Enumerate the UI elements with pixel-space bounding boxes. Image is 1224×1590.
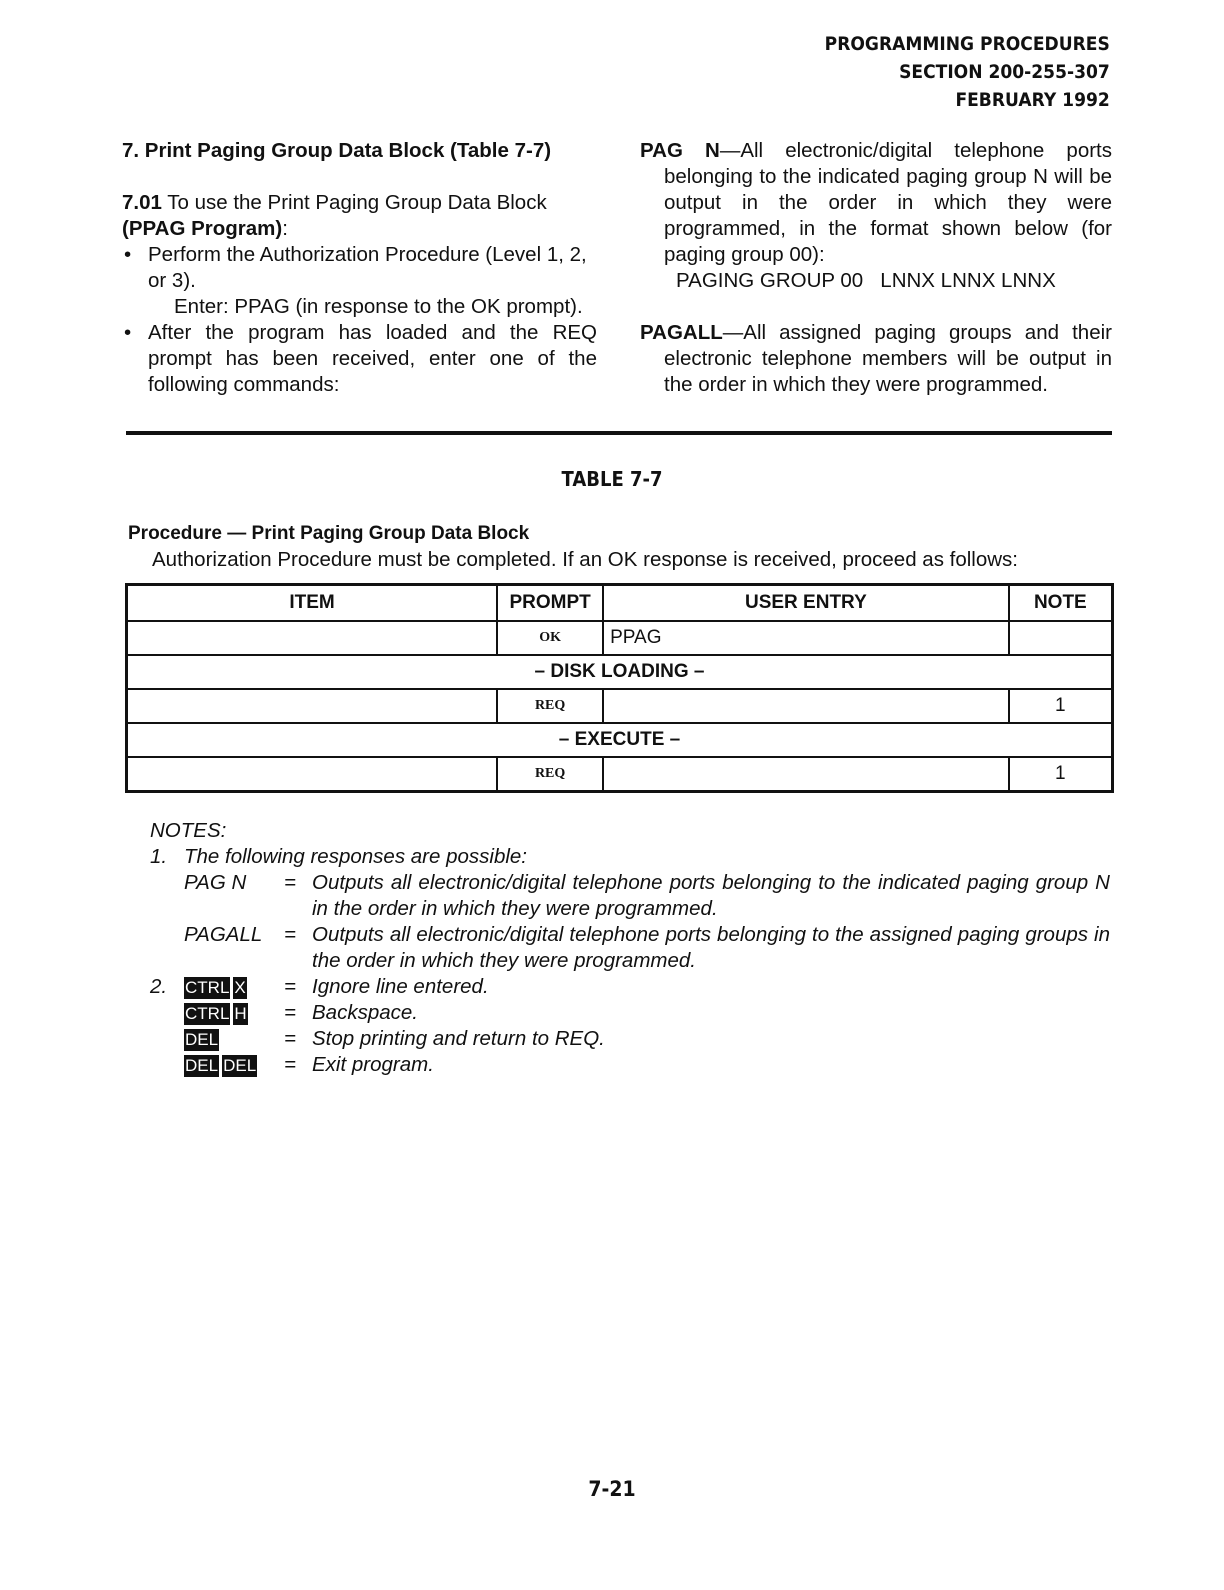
pag-n-text: —All electronic/digital telephone ports belonging to the indicated paging group N will be output in the order in which they were programmed, in the format shown below (for paging group 00): xyxy=(664,139,1113,266)
item-cell xyxy=(127,689,498,723)
x-key: X xyxy=(234,978,246,997)
table-span-row xyxy=(127,655,1113,689)
equals-sign: = xyxy=(284,871,296,894)
page-number: 7-21 xyxy=(588,1477,636,1501)
h-key: H xyxy=(234,1004,247,1023)
equals-sign: = xyxy=(284,975,296,998)
note-1b-key: PAGALL xyxy=(184,923,263,946)
pagall-text: —All assigned paging groups and their electronic telephone members will be output in the order in which they were programmed. xyxy=(664,321,1112,396)
left-column xyxy=(122,138,597,398)
header-line-3: FEBRUARY 1992 xyxy=(955,89,1110,111)
note-2c xyxy=(150,1026,1110,1052)
del-key: DEL xyxy=(223,1056,257,1075)
note-2c-text: Stop printing and return to REQ. xyxy=(312,1027,605,1050)
note-cell: 1 xyxy=(1009,757,1113,792)
ctrl-h-keys xyxy=(184,1000,284,1026)
disk-loading-label: – DISK LOADING – xyxy=(127,655,1113,689)
para-colon: : xyxy=(282,217,288,240)
item-cell xyxy=(127,621,498,655)
user-entry-cell xyxy=(603,689,1009,723)
procedure-subtitle: Authorization Procedure must be completed. If an OK response is received, proceed as follows: xyxy=(152,548,1019,571)
table-span-row xyxy=(127,723,1113,757)
note-2a-text: Ignore line entered. xyxy=(312,975,489,998)
table-notes xyxy=(150,818,1110,1078)
note-1 xyxy=(150,844,1110,870)
note-1b xyxy=(150,922,1110,974)
note-2b-text: Backspace. xyxy=(312,1001,418,1024)
header-user-entry: USER ENTRY xyxy=(603,585,1009,622)
program-name: (PPAG Program) xyxy=(122,217,283,240)
note-1-text: The following responses are possible: xyxy=(184,845,527,868)
header-prompt: PROMPT xyxy=(497,585,603,622)
paging-group-example: PAGING GROUP 00 LNNX LNNX LNNX xyxy=(676,269,1056,292)
note-2b xyxy=(150,1000,1110,1026)
prompt-cell: OK xyxy=(497,621,603,655)
pagall-description xyxy=(640,320,1112,398)
para-text: To use the Print Paging Group Data Block xyxy=(161,191,547,214)
ctrl-key: CTRL xyxy=(185,1004,230,1023)
note-1b-text: Outputs all electronic/digital telephone ports belonging to the assigned paging groups in the order in which they were programmed. xyxy=(312,923,1110,972)
note-2d xyxy=(150,1052,1110,1078)
bullet-authorization: • Perform the Authorization Procedure (Level 1, 2, or 3). xyxy=(122,242,597,294)
table-title: TABLE 7-7 xyxy=(561,467,663,491)
item-cell xyxy=(127,757,498,792)
bullet-req-prompt: • After the program has loaded and the REQ prompt has been received, enter one of the following commands: xyxy=(122,320,597,398)
header-item: ITEM xyxy=(127,585,498,622)
table-row xyxy=(127,689,1113,723)
procedure-table xyxy=(125,583,1114,793)
pag-n-term: PAG N xyxy=(640,139,720,162)
note-2-number: 2. xyxy=(150,975,168,998)
page-header xyxy=(825,30,1110,114)
note-2d-text: Exit program. xyxy=(312,1053,434,1076)
enter-instruction: Enter: PPAG (in response to the OK prompt). xyxy=(174,295,583,318)
procedure-title: Procedure — Print Paging Group Data Block xyxy=(128,523,530,544)
note-1-number: 1. xyxy=(150,845,168,868)
note-1a-key: PAG N xyxy=(184,871,247,894)
section-divider xyxy=(126,431,1112,435)
execute-label: – EXECUTE – xyxy=(127,723,1113,757)
equals-sign: = xyxy=(284,1001,296,1024)
section-title: 7. Print Paging Group Data Block (Table 7-7) xyxy=(122,139,552,162)
del-key: DEL xyxy=(185,1056,219,1075)
paragraph-7-01 xyxy=(122,190,597,242)
para-number: 7.01 xyxy=(122,191,162,214)
header-line-1: PROGRAMMING PROCEDURES xyxy=(824,33,1110,55)
user-entry-cell xyxy=(603,757,1009,792)
table-row xyxy=(127,757,1113,792)
note-cell xyxy=(1009,621,1113,655)
note-cell: 1 xyxy=(1009,689,1113,723)
prompt-cell: REQ xyxy=(497,757,603,792)
del-key: DEL xyxy=(185,1030,219,1049)
equals-sign: = xyxy=(284,1027,296,1050)
note-1a-text: Outputs all electronic/digital telephone ports belonging to the indicated paging group N in the order in which they were programmed. xyxy=(312,871,1110,920)
note-1a xyxy=(150,870,1110,922)
ctrl-key: CTRL xyxy=(185,978,230,997)
ctrl-x-keys xyxy=(184,974,284,1000)
equals-sign: = xyxy=(284,923,296,946)
notes-heading: NOTES: xyxy=(150,819,227,842)
table-header-row xyxy=(127,585,1113,622)
del-keys xyxy=(184,1026,284,1052)
equals-sign: = xyxy=(284,1053,296,1076)
pagall-term: PAGALL xyxy=(640,321,723,344)
header-note: NOTE xyxy=(1009,585,1113,622)
note-2a xyxy=(150,974,1110,1000)
table-row xyxy=(127,621,1113,655)
pag-n-description xyxy=(640,138,1112,268)
del-del-keys xyxy=(184,1052,284,1078)
prompt-cell: REQ xyxy=(497,689,603,723)
right-column xyxy=(640,138,1112,398)
user-entry-cell: PPAG xyxy=(603,621,1009,655)
header-line-2: SECTION 200-255-307 xyxy=(899,61,1110,83)
